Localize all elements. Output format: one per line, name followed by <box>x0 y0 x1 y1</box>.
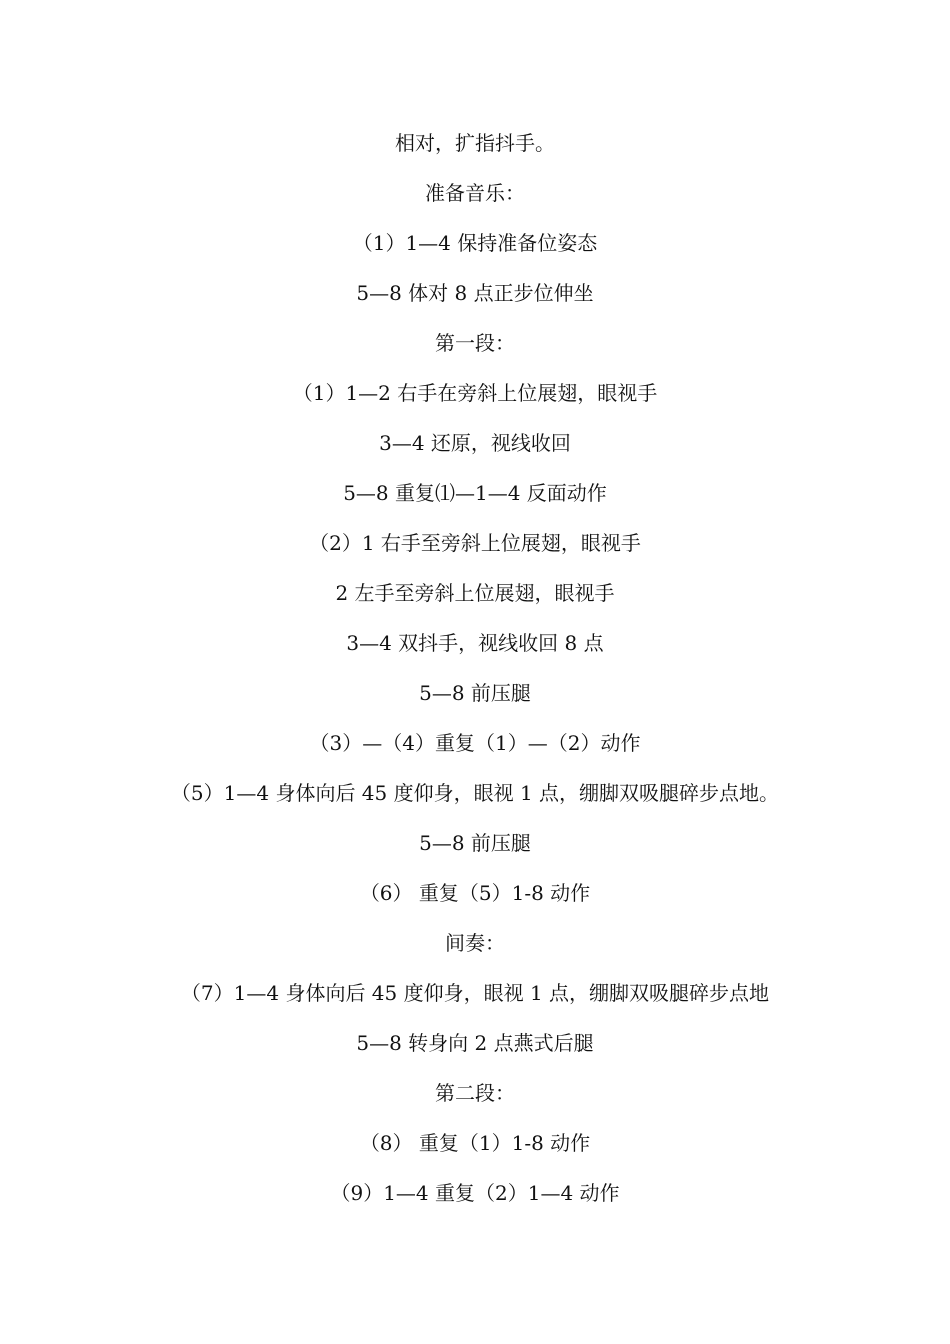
text-line: （9）1—4 重复（2）1—4 动作 <box>330 1181 620 1205</box>
text-line: 5—8 重复⑴—1—4 反面动作 <box>343 481 607 505</box>
text-line: （8） 重复（1）1-8 动作 <box>359 1131 591 1155</box>
text-line: 3—4 双抖手，视线收回 8 点 <box>346 631 604 655</box>
text-line: （1）1—2 右手在旁斜上位展翅，眼视手 <box>292 381 658 405</box>
text-line: 5—8 体对 8 点正步位伸坐 <box>356 281 594 305</box>
text-line: （7）1—4 身体向后 45 度仰身，眼视 1 点，绷脚双吸腿碎步点地 <box>180 981 770 1005</box>
text-line: 5—8 转身向 2 点燕式后腿 <box>356 1031 594 1055</box>
text-line: 2 左手至旁斜上位展翅，眼视手 <box>335 581 615 605</box>
section-heading: 第一段： <box>435 331 515 355</box>
text-line: （5）1—4 身体向后 45 度仰身，眼视 1 点，绷脚双吸腿碎步点地。 <box>170 781 780 805</box>
text-line: （6） 重复（5）1-8 动作 <box>359 881 591 905</box>
text-line: 相对，扩指抖手。 <box>395 131 555 155</box>
text-line: （2）1 右手至旁斜上位展翅，眼视手 <box>309 531 641 555</box>
section-heading: 间奏： <box>445 931 505 955</box>
text-line: 5—8 前压腿 <box>419 681 531 705</box>
text-line: （3）—（4）重复（1）—（2）动作 <box>309 731 641 755</box>
section-heading: 第二段： <box>435 1081 515 1105</box>
text-line: （1）1—4 保持准备位姿态 <box>352 231 598 255</box>
section-heading: 准备音乐： <box>425 181 525 205</box>
text-line: 5—8 前压腿 <box>419 831 531 855</box>
text-line: 3—4 还原，视线收回 <box>379 431 571 455</box>
